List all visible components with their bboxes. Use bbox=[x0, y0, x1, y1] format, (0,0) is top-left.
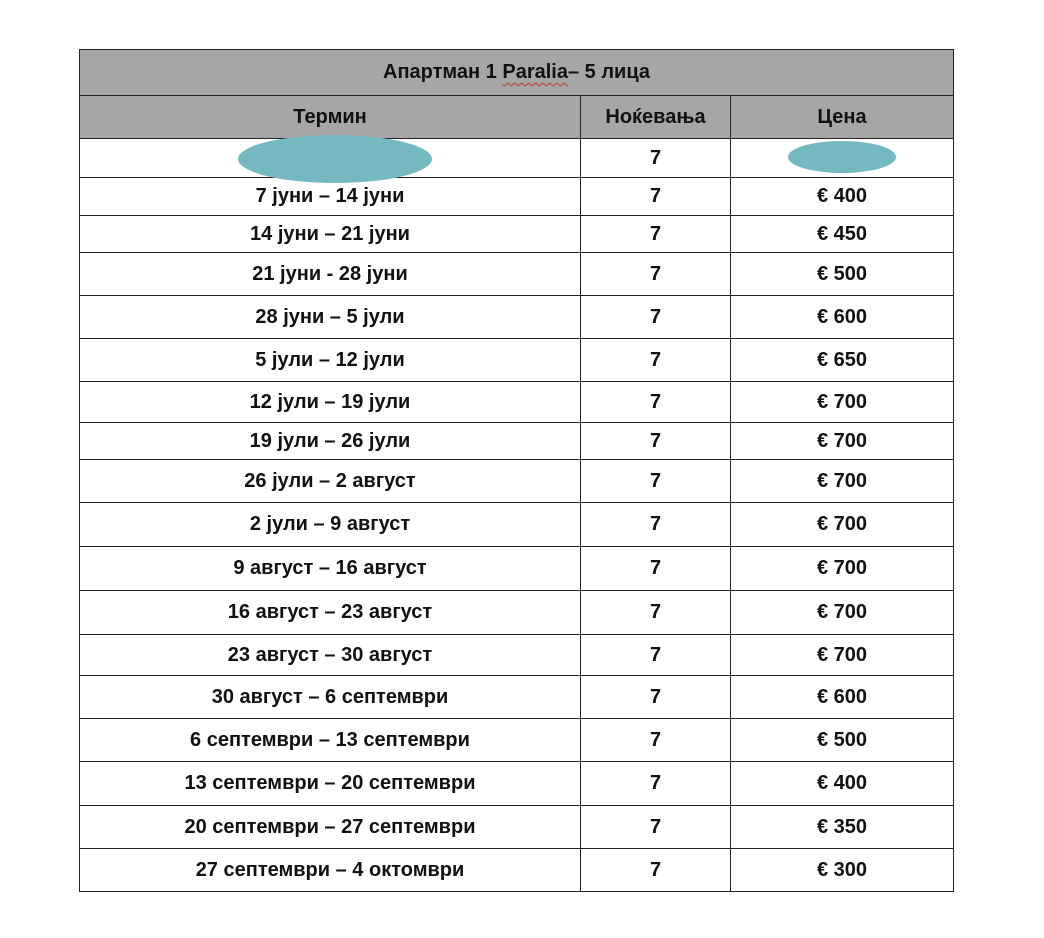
table-row bbox=[80, 849, 954, 892]
cell-nights: 7 bbox=[581, 806, 731, 849]
cell-term: 27 септември – 4 октомври bbox=[80, 849, 581, 892]
cell-term: 19 јули – 26 јули bbox=[80, 423, 581, 460]
header-nights: Ноќевања bbox=[581, 96, 731, 139]
table-row bbox=[80, 178, 954, 216]
cell-nights: 7 bbox=[581, 591, 731, 635]
cell-price: € 500 bbox=[731, 253, 954, 296]
table-row bbox=[80, 547, 954, 591]
price-table bbox=[79, 49, 954, 892]
cell-price: € 700 bbox=[731, 460, 954, 503]
table-row bbox=[80, 216, 954, 253]
cell-term: 26 јули – 2 август bbox=[80, 460, 581, 503]
cell-nights: 7 bbox=[581, 460, 731, 503]
table-row bbox=[80, 139, 954, 178]
cell-price: € 600 bbox=[731, 296, 954, 339]
cell-price: € 700 bbox=[731, 635, 954, 676]
cell-nights: 7 bbox=[581, 423, 731, 460]
table-row bbox=[80, 719, 954, 762]
table-row bbox=[80, 423, 954, 460]
cell-term: 9 август – 16 август bbox=[80, 547, 581, 591]
cell-term: 12 јули – 19 јули bbox=[80, 382, 581, 423]
cell-price: € 650 bbox=[731, 339, 954, 382]
cell-nights: 7 bbox=[581, 139, 731, 178]
cell-term: 14 јуни – 21 јуни bbox=[80, 216, 581, 253]
cell-price: € 400 bbox=[731, 762, 954, 806]
cell-term: 23 август – 30 август bbox=[80, 635, 581, 676]
cell-price: € 350 bbox=[731, 806, 954, 849]
cell-term: 16 август – 23 август bbox=[80, 591, 581, 635]
cell-price: € 500 bbox=[731, 719, 954, 762]
table-row bbox=[80, 503, 954, 547]
cell-price: € 300 bbox=[731, 849, 954, 892]
header-price: Цена bbox=[731, 96, 954, 139]
header-row bbox=[80, 96, 954, 139]
cell-nights: 7 bbox=[581, 296, 731, 339]
title-prefix: Апартман 1 bbox=[383, 61, 503, 83]
cell-term: 2 јули – 9 август bbox=[80, 503, 581, 547]
cell-term: 21 јуни - 28 јуни bbox=[80, 253, 581, 296]
cell-nights: 7 bbox=[581, 547, 731, 591]
cell-nights: 7 bbox=[581, 339, 731, 382]
cell-price: € 400 bbox=[731, 178, 954, 216]
cell-price: € 700 bbox=[731, 547, 954, 591]
cell-term: 13 септември – 20 септември bbox=[80, 762, 581, 806]
redaction-blob bbox=[238, 135, 432, 183]
table-row bbox=[80, 460, 954, 503]
cell-nights: 7 bbox=[581, 635, 731, 676]
cell-nights: 7 bbox=[581, 762, 731, 806]
title-row bbox=[80, 50, 954, 96]
cell-term: 20 септември – 27 септември bbox=[80, 806, 581, 849]
cell-price: € 700 bbox=[731, 423, 954, 460]
cell-nights: 7 bbox=[581, 216, 731, 253]
cell-nights: 7 bbox=[581, 382, 731, 423]
cell-term: 6 септември – 13 септември bbox=[80, 719, 581, 762]
table-row bbox=[80, 382, 954, 423]
cell-price: € 450 bbox=[731, 216, 954, 253]
cell-price bbox=[731, 139, 954, 178]
cell-price: € 700 bbox=[731, 591, 954, 635]
cell-nights: 7 bbox=[581, 178, 731, 216]
cell-term: 7 јуни – 14 јуни bbox=[80, 178, 581, 216]
table-row bbox=[80, 806, 954, 849]
table-row bbox=[80, 635, 954, 676]
cell-term: 30 август – 6 септември bbox=[80, 676, 581, 719]
table-row bbox=[80, 253, 954, 296]
header-term: Термин bbox=[80, 96, 581, 139]
table-row bbox=[80, 676, 954, 719]
title-place-name: Paralia bbox=[502, 61, 568, 83]
table-row bbox=[80, 762, 954, 806]
cell-term: 5 јули – 12 јули bbox=[80, 339, 581, 382]
redaction-blob bbox=[788, 141, 896, 173]
table-row bbox=[80, 591, 954, 635]
table-row bbox=[80, 339, 954, 382]
cell-nights: 7 bbox=[581, 849, 731, 892]
cell-term: 28 јуни – 5 јули bbox=[80, 296, 581, 339]
cell-term bbox=[80, 139, 581, 178]
table-row bbox=[80, 296, 954, 339]
title-suffix: – 5 лица bbox=[567, 61, 651, 83]
cell-price: € 700 bbox=[731, 382, 954, 423]
cell-nights: 7 bbox=[581, 503, 731, 547]
cell-price: € 600 bbox=[731, 676, 954, 719]
cell-nights: 7 bbox=[581, 719, 731, 762]
table-title bbox=[80, 50, 954, 96]
cell-nights: 7 bbox=[581, 676, 731, 719]
cell-price: € 700 bbox=[731, 503, 954, 547]
cell-nights: 7 bbox=[581, 253, 731, 296]
